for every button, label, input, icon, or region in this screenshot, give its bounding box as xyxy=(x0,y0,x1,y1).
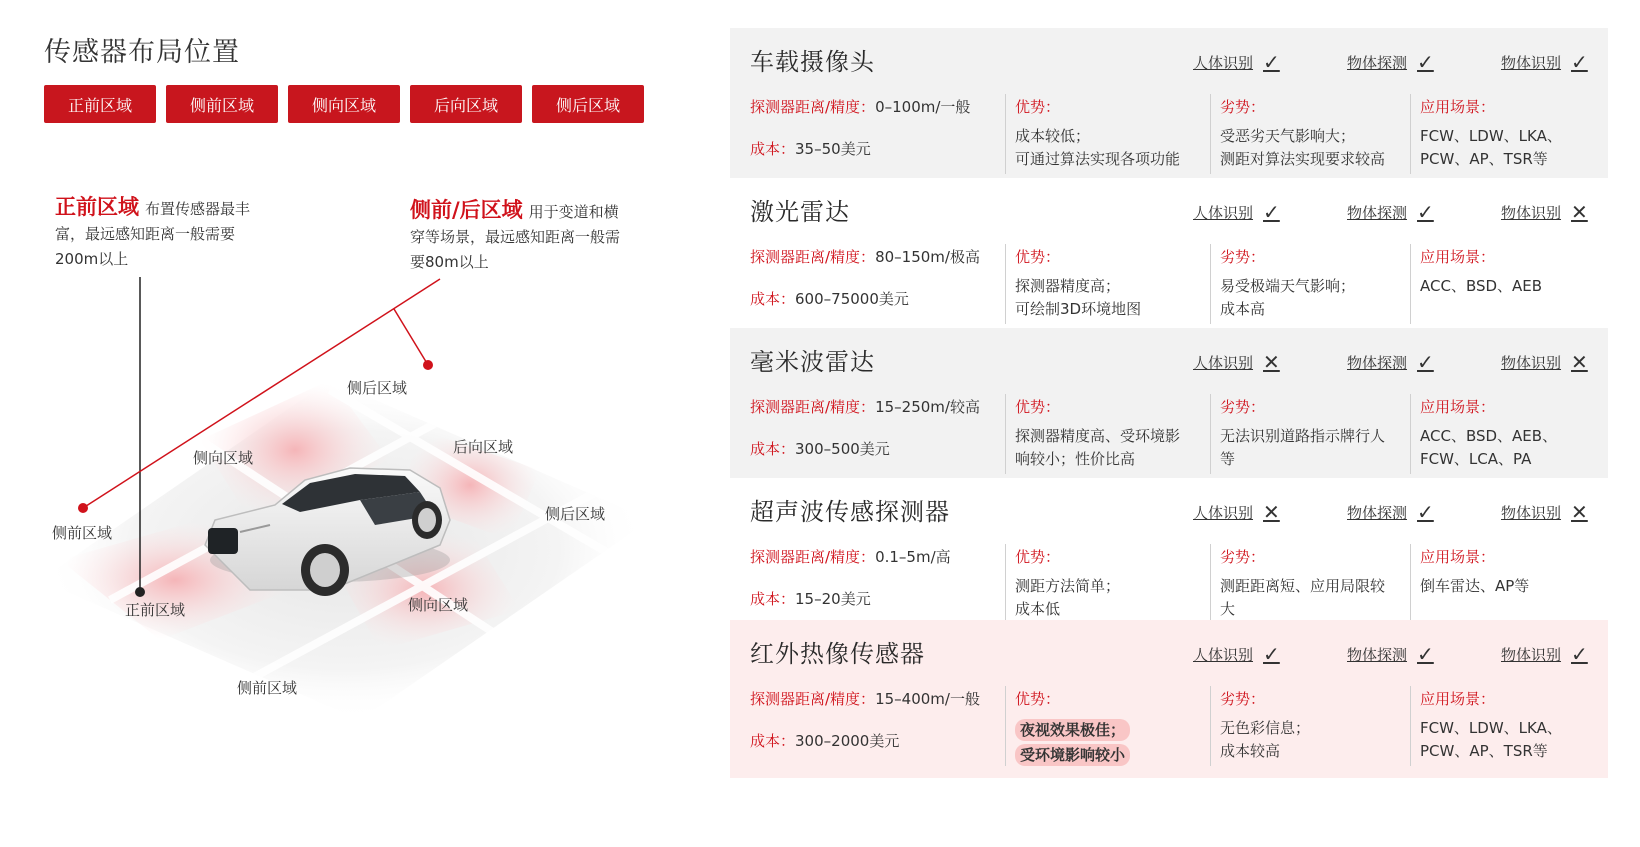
pros-line: 受环境影响较小 xyxy=(1015,744,1130,766)
page-title: 传感器布局位置 xyxy=(44,37,240,68)
check-icon: ✓ xyxy=(1263,50,1280,74)
zone-label-front-side-left: 侧前区域 xyxy=(52,524,113,542)
feature-object-detection xyxy=(1347,50,1434,74)
feature-label: 物体识别 xyxy=(1501,503,1562,522)
zone-label-rear-side-right: 侧后区域 xyxy=(545,505,606,523)
feature-object-recognition xyxy=(1501,200,1588,224)
feature-label: 物体探测 xyxy=(1347,645,1408,664)
range-value: 80–150m/极高 xyxy=(875,248,980,266)
cons-line: 测距距离短、应用局限较 xyxy=(1220,577,1386,595)
feature-label: 人体识别 xyxy=(1193,503,1254,522)
divider xyxy=(1210,244,1211,324)
feature-label: 物体识别 xyxy=(1501,645,1562,664)
check-icon: ✓ xyxy=(1571,642,1588,666)
sensor-name: 超声波传感探测器 xyxy=(750,498,950,526)
pros-label: 优势： xyxy=(1015,398,1061,416)
zone-label-front: 正前区域 xyxy=(125,601,186,619)
tab-front-zone[interactable]: 正前区域 xyxy=(44,85,156,123)
sensor-name: 红外热像传感器 xyxy=(750,640,925,668)
cost-value: 300–2000美元 xyxy=(795,732,900,750)
cons-label: 劣势： xyxy=(1220,248,1266,266)
sensor-layout-panel xyxy=(0,0,700,847)
pros-line: 成本低 xyxy=(1015,600,1061,618)
side-range-dot-end xyxy=(423,360,433,370)
cons-label: 劣势： xyxy=(1220,398,1266,416)
cons-line: 易受极端天气影响； xyxy=(1220,277,1356,295)
feature-object-detection xyxy=(1347,200,1434,224)
pros-column xyxy=(1015,688,1205,767)
sensor-card xyxy=(730,328,1608,486)
sensor-card xyxy=(730,28,1608,186)
range-label: 探测器距离/精度： xyxy=(750,548,876,566)
side-range-perp xyxy=(394,309,428,365)
cost-label: 成本： xyxy=(750,440,796,458)
pros-line: 探测器精度高； xyxy=(1015,277,1121,295)
cons-column xyxy=(1220,688,1405,763)
check-icon: ✓ xyxy=(1417,642,1434,666)
feature-human-recognition xyxy=(1193,50,1280,74)
divider xyxy=(1005,544,1006,624)
zone-tab-bar xyxy=(44,85,644,123)
side-range-dot-start xyxy=(78,503,88,513)
zone-label-side-left: 侧向区域 xyxy=(193,449,254,467)
pros-column xyxy=(1015,546,1205,621)
feature-human-recognition xyxy=(1193,642,1280,666)
apps-line: ACC、BSD、AEB、 xyxy=(1420,427,1558,445)
pros-line: 夜视效果极佳； xyxy=(1015,719,1130,741)
cross-icon: ✕ xyxy=(1263,350,1280,374)
feature-label: 人体识别 xyxy=(1193,203,1254,222)
feature-object-recognition xyxy=(1501,642,1588,666)
feature-object-detection xyxy=(1347,642,1434,666)
cons-line: 大 xyxy=(1220,600,1236,618)
feature-object-recognition xyxy=(1501,350,1588,374)
check-icon: ✓ xyxy=(1263,200,1280,224)
front-zone-highlight: 正前区域 xyxy=(55,195,139,219)
check-icon: ✓ xyxy=(1263,642,1280,666)
divider xyxy=(1210,686,1211,766)
feature-label: 人体识别 xyxy=(1193,53,1254,72)
sensor-name: 激光雷达 xyxy=(750,198,850,226)
divider xyxy=(1410,394,1411,474)
divider xyxy=(1410,544,1411,624)
apps-line: PCW、AP、TSR等 xyxy=(1420,150,1548,168)
cons-line: 无法识别道路指示牌行人 xyxy=(1220,427,1386,445)
divider xyxy=(1410,686,1411,766)
range-label: 探测器距离/精度： xyxy=(750,690,876,708)
pros-label: 优势： xyxy=(1015,248,1061,266)
cons-column xyxy=(1220,546,1405,621)
cons-line: 成本高 xyxy=(1220,300,1266,318)
cost-label: 成本： xyxy=(750,590,796,608)
check-icon: ✓ xyxy=(1417,350,1434,374)
range-value: 15–400m/一般 xyxy=(875,690,980,708)
zone-label-front-side-bottom: 侧前区域 xyxy=(237,679,298,697)
cross-icon: ✕ xyxy=(1571,500,1588,524)
tab-rear-side-zone[interactable]: 侧后区域 xyxy=(532,85,644,123)
cons-line: 测距对算法实现要求较高 xyxy=(1220,150,1386,168)
cons-line: 受恶劣天气影响大； xyxy=(1220,127,1356,145)
cons-column xyxy=(1220,396,1405,471)
range-label: 探测器距离/精度： xyxy=(750,398,876,416)
apps-column xyxy=(1420,396,1600,471)
side-zone-text: 用于变道和横穿等场景，最远感知距离一般需要80m以上 xyxy=(410,203,621,271)
cross-icon: ✕ xyxy=(1571,350,1588,374)
pros-label: 优势： xyxy=(1015,548,1061,566)
sensor-zone-diagram xyxy=(0,0,700,847)
apps-label: 应用场景： xyxy=(1420,398,1496,416)
tab-side-zone[interactable]: 侧向区域 xyxy=(288,85,400,123)
cost-value: 300–500美元 xyxy=(795,440,890,458)
spec-column xyxy=(750,688,1000,753)
apps-column xyxy=(1420,546,1600,598)
feature-object-recognition xyxy=(1501,500,1588,524)
apps-column xyxy=(1420,246,1600,298)
feature-object-recognition xyxy=(1501,50,1588,74)
spec-column xyxy=(750,246,1000,311)
zone-label-side-bottom: 侧向区域 xyxy=(408,596,469,614)
feature-human-recognition xyxy=(1193,500,1280,524)
feature-label: 物体探测 xyxy=(1347,503,1408,522)
apps-line: FCW、LCA、PA xyxy=(1420,450,1532,468)
side-zone-highlight: 侧前/后区域 xyxy=(410,198,523,222)
check-icon: ✓ xyxy=(1417,200,1434,224)
sensor-name: 毫米波雷达 xyxy=(750,348,875,376)
feature-human-recognition xyxy=(1193,350,1280,374)
divider xyxy=(1210,94,1211,174)
apps-line: FCW、LDW、LKA、 xyxy=(1420,127,1562,145)
divider xyxy=(1210,544,1211,624)
pros-line: 可绘制3D环境地图 xyxy=(1015,300,1142,318)
apps-label: 应用场景： xyxy=(1420,690,1496,708)
cons-column xyxy=(1220,246,1405,321)
pros-line: 可通过算法实现各项功能 xyxy=(1015,150,1181,168)
feature-human-recognition xyxy=(1193,200,1280,224)
cons-label: 劣势： xyxy=(1220,98,1266,116)
feature-label: 物体探测 xyxy=(1347,203,1408,222)
check-icon: ✓ xyxy=(1417,50,1434,74)
cost-value: 600–75000美元 xyxy=(795,290,909,308)
cost-label: 成本： xyxy=(750,732,796,750)
pros-line: 成本较低； xyxy=(1015,127,1091,145)
apps-line: ACC、BSD、AEB xyxy=(1420,277,1543,295)
feature-label: 人体识别 xyxy=(1193,645,1254,664)
sensor-card xyxy=(730,478,1608,628)
apps-column xyxy=(1420,688,1600,763)
cost-label: 成本： xyxy=(750,140,796,158)
apps-label: 应用场景： xyxy=(1420,98,1496,116)
feature-label: 人体识别 xyxy=(1193,353,1254,372)
sensor-comparison-list xyxy=(730,28,1608,778)
cross-icon: ✕ xyxy=(1263,500,1280,524)
range-label: 探测器距离/精度： xyxy=(750,248,876,266)
side-zone-description xyxy=(410,198,625,275)
divider xyxy=(1210,394,1211,474)
pros-column xyxy=(1015,96,1205,171)
cons-line: 成本较高 xyxy=(1220,742,1281,760)
feature-label: 物体识别 xyxy=(1501,53,1562,72)
pros-line: 测距方法简单； xyxy=(1015,577,1121,595)
pros-label: 优势： xyxy=(1015,690,1061,708)
check-icon: ✓ xyxy=(1417,500,1434,524)
feature-label: 物体识别 xyxy=(1501,353,1562,372)
check-icon: ✓ xyxy=(1571,50,1588,74)
feature-label: 物体探测 xyxy=(1347,53,1408,72)
front-zone-text: 布置传感器最丰富，最远感知距离一般需要200m以上 xyxy=(55,200,251,268)
zone-label-rear: 后向区域 xyxy=(453,438,514,456)
apps-label: 应用场景： xyxy=(1420,248,1496,266)
cons-column xyxy=(1220,96,1405,171)
cost-value: 15–20美元 xyxy=(795,590,871,608)
cross-icon: ✕ xyxy=(1571,200,1588,224)
feature-object-detection xyxy=(1347,500,1434,524)
tab-rear-zone[interactable]: 后向区域 xyxy=(410,85,522,123)
tab-front-side-zone[interactable]: 侧前区域 xyxy=(166,85,278,123)
apps-label: 应用场景： xyxy=(1420,548,1496,566)
divider xyxy=(1410,94,1411,174)
cons-line: 无色彩信息； xyxy=(1220,719,1311,737)
sensor-card xyxy=(730,178,1608,336)
front-range-dot xyxy=(135,587,145,597)
pros-line: 探测器精度高、受环境影 xyxy=(1015,427,1181,445)
apps-line: FCW、LDW、LKA、 xyxy=(1420,719,1562,737)
sensor-card xyxy=(730,620,1608,778)
cost-label: 成本： xyxy=(750,290,796,308)
pros-column xyxy=(1015,246,1205,321)
feature-label: 物体识别 xyxy=(1501,203,1562,222)
pros-column xyxy=(1015,396,1205,471)
cons-label: 劣势： xyxy=(1220,548,1266,566)
apps-line: 倒车雷达、AP等 xyxy=(1420,577,1530,595)
pros-line: 响较小；性价比高 xyxy=(1015,450,1136,468)
cost-value: 35–50美元 xyxy=(795,140,871,158)
range-value: 0–100m/一般 xyxy=(875,98,971,116)
divider xyxy=(1005,94,1006,174)
sensor-name: 车载摄像头 xyxy=(750,48,875,76)
pros-label: 优势： xyxy=(1015,98,1061,116)
spec-column xyxy=(750,396,1000,461)
feature-label: 物体探测 xyxy=(1347,353,1408,372)
cons-label: 劣势： xyxy=(1220,690,1266,708)
feature-object-detection xyxy=(1347,350,1434,374)
spec-column xyxy=(750,546,1000,611)
apps-column xyxy=(1420,96,1600,171)
divider xyxy=(1005,244,1006,324)
range-value: 0.1–5m/高 xyxy=(875,548,951,566)
front-zone-description xyxy=(55,195,255,272)
range-label: 探测器距离/精度： xyxy=(750,98,876,116)
cons-line: 等 xyxy=(1220,450,1236,468)
zone-label-rear-side-top: 侧后区域 xyxy=(347,379,408,397)
divider xyxy=(1410,244,1411,324)
spec-column xyxy=(750,96,1000,161)
divider xyxy=(1005,686,1006,766)
apps-line: PCW、AP、TSR等 xyxy=(1420,742,1548,760)
divider xyxy=(1005,394,1006,474)
range-value: 15–250m/较高 xyxy=(875,398,980,416)
